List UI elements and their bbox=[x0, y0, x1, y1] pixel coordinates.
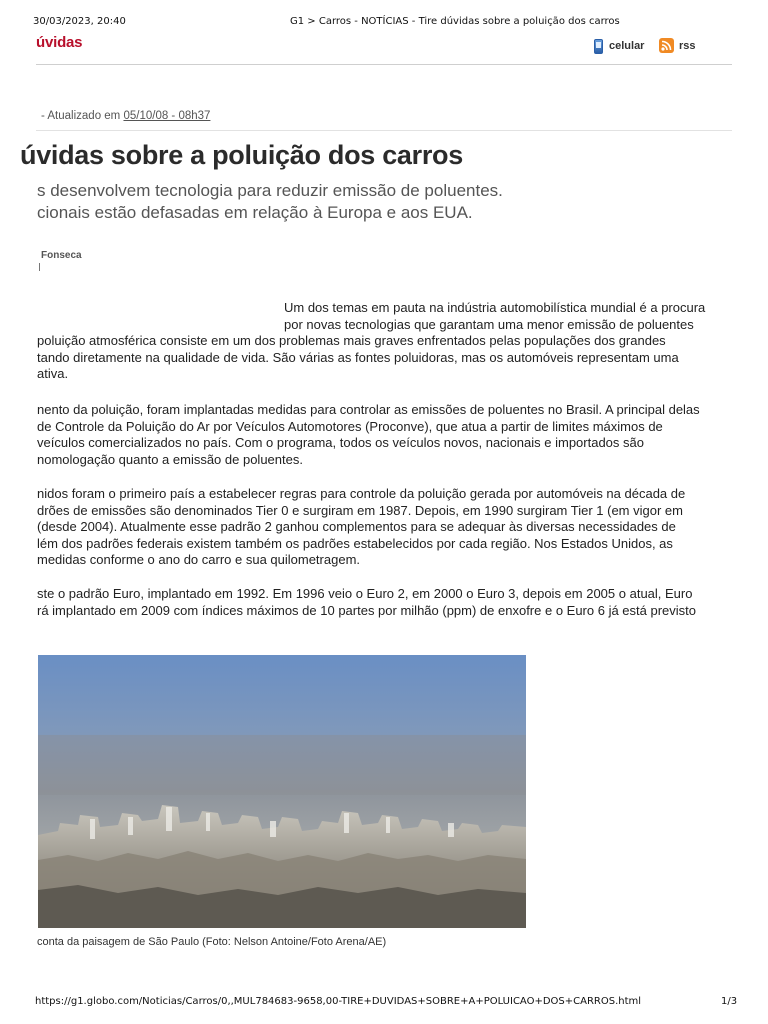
section-brand[interactable]: úvidas bbox=[36, 34, 83, 51]
header-divider bbox=[36, 64, 732, 65]
updated-timestamp bbox=[41, 110, 210, 122]
article-paragraph bbox=[37, 586, 696, 619]
paragraph-line: lém dos padrões federais existem também os padrões estabelecidos por cada região. Nos Estados Unidos, as bbox=[37, 535, 673, 551]
rss-feed-icon[interactable] bbox=[659, 38, 674, 53]
article-paragraph bbox=[37, 300, 705, 383]
paragraph-line: medidas conforme o ano do carro e sua quilometragem. bbox=[37, 552, 361, 568]
author-name: Fonseca bbox=[41, 250, 82, 261]
article-photo bbox=[38, 655, 526, 928]
print-footer-url: https://g1.globo.com/Noticias/Carros/0,,MUL784683-9658,00-TIRE+DUVIDAS+SOBRE+A+POLUICAO+DOS+CARROS.html bbox=[35, 996, 642, 1007]
paragraph-line: por novas tecnologias que garantam uma menor emissão de poluentes bbox=[284, 316, 694, 332]
paragraph-line: tando diretamente na qualidade de vida. São várias as fontes poluidoras, mas os automóveis representam uma bbox=[37, 349, 679, 365]
celular-link[interactable]: celular bbox=[609, 40, 645, 52]
article-paragraph bbox=[37, 486, 685, 569]
sao-paulo-skyline-image bbox=[38, 655, 526, 928]
paragraph-line: nento da poluição, foram implantadas medidas para controlar as emissões de poluentes no Brasil. A principal delas bbox=[37, 402, 700, 417]
updated-prefix: - Atualizado em bbox=[41, 110, 121, 122]
author-divider bbox=[39, 263, 40, 271]
subtitle-line: s desenvolvem tecnologia para reduzir emissão de poluentes. bbox=[37, 181, 503, 200]
meta-divider bbox=[36, 130, 732, 131]
paragraph-line: rá implantado em 2009 com índices máximos de 10 partes por milhão (ppm) de enxofre e o Euro 6 já está previsto bbox=[37, 602, 697, 618]
paragraph-line: (desde 2004). Atualmente esse padrão 2 ganhou complementos para se adequar às diversas necessidades de bbox=[37, 519, 676, 535]
paragraph-line: poluição atmosférica consiste em um dos problemas mais graves enfrentados pelas populações dos grandes bbox=[37, 333, 666, 349]
print-page-number: 1/3 bbox=[721, 996, 738, 1007]
subtitle-line: cionais estão defasadas em relação à Europa e aos EUA. bbox=[37, 203, 473, 222]
print-page-title: G1 > Carros - NOTÍCIAS - Tire dúvidas sobre a poluição dos carros bbox=[290, 16, 620, 27]
article-headline: úvidas sobre a poluição dos carros bbox=[20, 140, 463, 170]
paragraph-line: Um dos temas em pauta na indústria automobilística mundial é a procura bbox=[284, 300, 706, 315]
photo-caption: conta da paisagem de São Paulo (Foto: Nelson Antoine/Foto Arena/AE) bbox=[37, 936, 387, 948]
paragraph-line: nidos foram o primeiro país a estabelecer regras para controle da poluição gerada por automóveis na década de bbox=[37, 486, 686, 501]
article-paragraph bbox=[37, 402, 700, 468]
paragraph-line: de Controle da Poluição do Ar por Veículos Automotores (Proconve), que atua a partir de limites máximos de bbox=[37, 418, 663, 434]
print-datetime: 30/03/2023, 20:40 bbox=[33, 16, 126, 27]
updated-date: 05/10/08 - 08h37 bbox=[123, 110, 211, 122]
paragraph-line: ste o padrão Euro, implantado em 1992. Em 1996 veio o Euro 2, em 2000 o Euro 3, depois em 2005 o atual, Euro bbox=[37, 586, 693, 601]
mobile-phone-icon[interactable] bbox=[594, 39, 603, 54]
paragraph-line: veículos comercializados no país. Com o programa, todos os veículos novos, nacionais e importados são bbox=[37, 435, 644, 451]
paragraph-line: drões de emissões são denominados Tier 0 e surgiram em 1987. Depois, em 1990 surgiram Tier 1 (em vigor em bbox=[37, 502, 683, 518]
paragraph-line: nomologação quanto a emissão de poluentes. bbox=[37, 451, 303, 467]
paragraph-line: ativa. bbox=[37, 366, 69, 382]
rss-link[interactable]: rss bbox=[679, 40, 696, 52]
